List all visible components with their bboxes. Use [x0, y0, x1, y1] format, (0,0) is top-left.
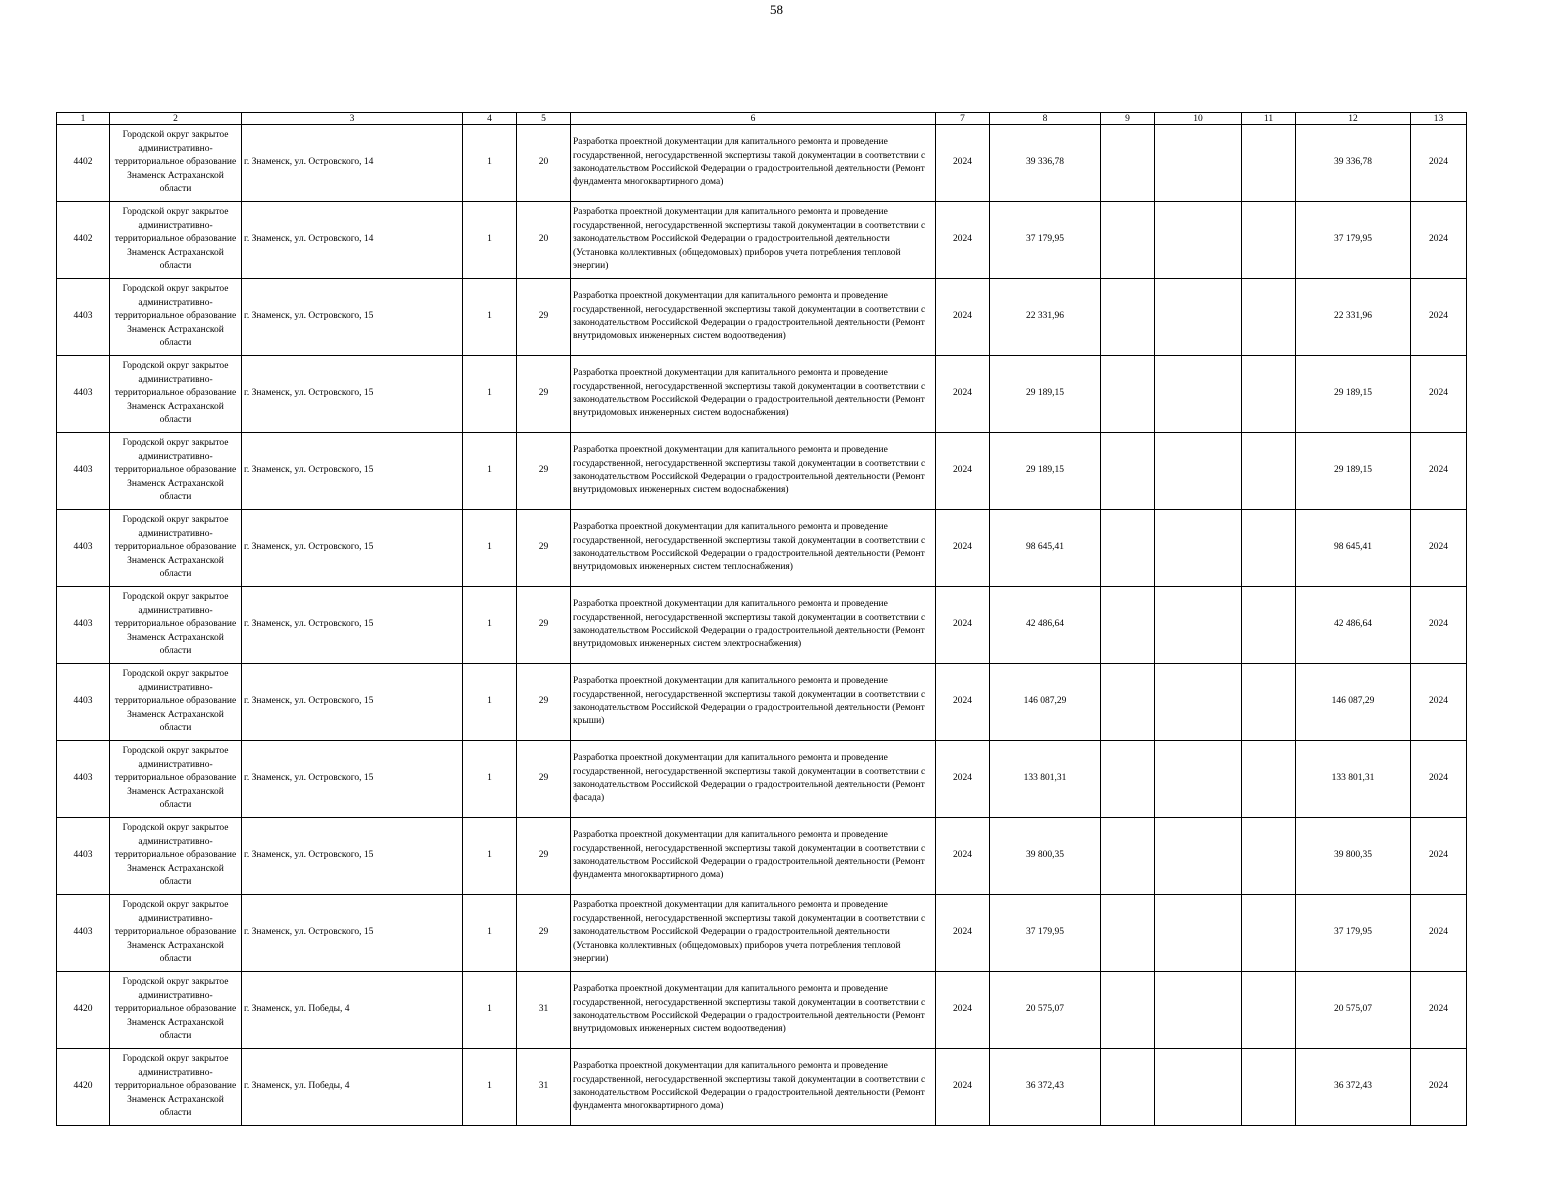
year-cell: 2024	[936, 510, 990, 587]
table-row	[57, 202, 1467, 279]
number-cell: 29	[517, 587, 571, 664]
column-number-header: 10	[1155, 113, 1242, 125]
empty-cell	[1101, 279, 1155, 356]
empty-cell	[1101, 356, 1155, 433]
table-row	[57, 818, 1467, 895]
empty-cell	[1242, 818, 1296, 895]
municipality-cell: Городской округ закрытое административно-территориальное образование Знаменск Астраханской области	[110, 510, 242, 587]
total-cost-cell: 146 087,29	[990, 664, 1101, 741]
year-cell: 2024	[936, 279, 990, 356]
work-description-cell: Разработка проектной документации для капитального ремонта и проведение государственной, негосударственной экспертизы такой документации в соответствии с законодательством Российской Федерации о градостроительной деятельности (Ремонт внутридомовых инженерных систем водоснабжения)	[571, 433, 936, 510]
empty-cell	[1101, 202, 1155, 279]
address-cell: г. Знаменск, ул. Островского, 15	[242, 279, 463, 356]
municipality-cell: Городской округ закрытое административно-территориальное образование Знаменск Астраханской области	[110, 895, 242, 972]
municipality-cell: Городской округ закрытое административно-территориальное образование Знаменск Астраханской области	[110, 972, 242, 1049]
fund-cost-cell: 36 372,43	[1296, 1049, 1411, 1126]
work-description-cell: Разработка проектной документации для капитального ремонта и проведение государственной, негосударственной экспертизы такой документации в соответствии с законодательством Российской Федерации о градостроительной деятельности (Ремонт внутридомовых инженерных систем водоснабжения)	[571, 356, 936, 433]
house-code-cell: 4402	[57, 125, 110, 202]
program-table	[56, 112, 1467, 1126]
municipality-cell: Городской округ закрытое административно-территориальное образование Знаменск Астраханской области	[110, 125, 242, 202]
table-row	[57, 741, 1467, 818]
house-code-cell: 4403	[57, 895, 110, 972]
house-code-cell: 4403	[57, 510, 110, 587]
completion-year-cell: 2024	[1411, 279, 1467, 356]
year-cell: 2024	[936, 433, 990, 510]
column-number-header: 6	[571, 113, 936, 125]
work-description-cell: Разработка проектной документации для капитального ремонта и проведение государственной, негосударственной экспертизы такой документации в соответствии с законодательством Российской Федерации о градостроительной деятельности (Ремонт крыши)	[571, 664, 936, 741]
municipality-cell: Городской округ закрытое административно-территориальное образование Знаменск Астраханской области	[110, 664, 242, 741]
house-code-cell: 4403	[57, 279, 110, 356]
count-cell: 1	[463, 202, 517, 279]
total-cost-cell: 39 336,78	[990, 125, 1101, 202]
number-cell: 29	[517, 510, 571, 587]
column-number-header: 2	[110, 113, 242, 125]
total-cost-cell: 36 372,43	[990, 1049, 1101, 1126]
fund-cost-cell: 29 189,15	[1296, 356, 1411, 433]
count-cell: 1	[463, 510, 517, 587]
work-description-cell: Разработка проектной документации для капитального ремонта и проведение государственной, негосударственной экспертизы такой документации в соответствии с законодательством Российской Федерации о градостроительной деятельности (Ремонт внутридомовых инженерных систем водоотведения)	[571, 972, 936, 1049]
empty-cell	[1155, 818, 1242, 895]
fund-cost-cell: 39 336,78	[1296, 125, 1411, 202]
empty-cell	[1101, 125, 1155, 202]
total-cost-cell: 20 575,07	[990, 972, 1101, 1049]
completion-year-cell: 2024	[1411, 433, 1467, 510]
number-cell: 29	[517, 664, 571, 741]
empty-cell	[1101, 895, 1155, 972]
empty-cell	[1242, 1049, 1296, 1126]
number-cell: 29	[517, 433, 571, 510]
table-row	[57, 433, 1467, 510]
house-code-cell: 4403	[57, 433, 110, 510]
empty-cell	[1155, 664, 1242, 741]
column-number-header-row	[57, 113, 1467, 125]
year-cell: 2024	[936, 895, 990, 972]
fund-cost-cell: 37 179,95	[1296, 895, 1411, 972]
house-code-cell: 4403	[57, 587, 110, 664]
empty-cell	[1155, 279, 1242, 356]
year-cell: 2024	[936, 664, 990, 741]
empty-cell	[1155, 433, 1242, 510]
table-row	[57, 664, 1467, 741]
count-cell: 1	[463, 587, 517, 664]
table-row	[57, 279, 1467, 356]
address-cell: г. Знаменск, ул. Островского, 15	[242, 356, 463, 433]
total-cost-cell: 133 801,31	[990, 741, 1101, 818]
work-description-cell: Разработка проектной документации для капитального ремонта и проведение государственной, негосударственной экспертизы такой документации в соответствии с законодательством Российской Федерации о градостроительной деятельности (Ремонт фасада)	[571, 741, 936, 818]
house-code-cell: 4403	[57, 356, 110, 433]
count-cell: 1	[463, 279, 517, 356]
work-description-cell: Разработка проектной документации для капитального ремонта и проведение государственной, негосударственной экспертизы такой документации в соответствии с законодательством Российской Федерации о градостроительной деятельности (Ремонт внутридомовых инженерных систем электроснабжения)	[571, 587, 936, 664]
number-cell: 20	[517, 125, 571, 202]
work-description-cell: Разработка проектной документации для капитального ремонта и проведение государственной, негосударственной экспертизы такой документации в соответствии с законодательством Российской Федерации о градостроительной деятельности (Ремонт фундамента многоквартирного дома)	[571, 125, 936, 202]
empty-cell	[1101, 587, 1155, 664]
empty-cell	[1155, 587, 1242, 664]
address-cell: г. Знаменск, ул. Островского, 15	[242, 587, 463, 664]
work-description-cell: Разработка проектной документации для капитального ремонта и проведение государственной, негосударственной экспертизы такой документации в соответствии с законодательством Российской Федерации о градостроительной деятельности (Установка коллективных (общедомовых) приборов учета потребления тепловой энергии)	[571, 202, 936, 279]
fund-cost-cell: 98 645,41	[1296, 510, 1411, 587]
table-row	[57, 587, 1467, 664]
empty-cell	[1155, 125, 1242, 202]
fund-cost-cell: 22 331,96	[1296, 279, 1411, 356]
column-number-header: 11	[1242, 113, 1296, 125]
total-cost-cell: 37 179,95	[990, 895, 1101, 972]
work-description-cell: Разработка проектной документации для капитального ремонта и проведение государственной, негосударственной экспертизы такой документации в соответствии с законодательством Российской Федерации о градостроительной деятельности (Ремонт фундамента многоквартирного дома)	[571, 818, 936, 895]
completion-year-cell: 2024	[1411, 202, 1467, 279]
total-cost-cell: 39 800,35	[990, 818, 1101, 895]
empty-cell	[1242, 895, 1296, 972]
table-row	[57, 356, 1467, 433]
count-cell: 1	[463, 125, 517, 202]
page-number: 58	[770, 2, 783, 17]
fund-cost-cell: 39 800,35	[1296, 818, 1411, 895]
completion-year-cell: 2024	[1411, 356, 1467, 433]
address-cell: г. Знаменск, ул. Островского, 14	[242, 125, 463, 202]
year-cell: 2024	[936, 972, 990, 1049]
count-cell: 1	[463, 895, 517, 972]
empty-cell	[1155, 510, 1242, 587]
address-cell: г. Знаменск, ул. Островского, 15	[242, 433, 463, 510]
count-cell: 1	[463, 433, 517, 510]
count-cell: 1	[463, 1049, 517, 1126]
empty-cell	[1155, 1049, 1242, 1126]
work-description-cell: Разработка проектной документации для капитального ремонта и проведение государственной, негосударственной экспертизы такой документации в соответствии с законодательством Российской Федерации о градостроительной деятельности (Ремонт внутридомовых инженерных систем водоотведения)	[571, 279, 936, 356]
fund-cost-cell: 37 179,95	[1296, 202, 1411, 279]
address-cell: г. Знаменск, ул. Островского, 15	[242, 895, 463, 972]
count-cell: 1	[463, 356, 517, 433]
number-cell: 20	[517, 202, 571, 279]
completion-year-cell: 2024	[1411, 818, 1467, 895]
empty-cell	[1155, 202, 1242, 279]
column-number-header: 12	[1296, 113, 1411, 125]
empty-cell	[1242, 741, 1296, 818]
fund-cost-cell: 29 189,15	[1296, 433, 1411, 510]
table-row	[57, 972, 1467, 1049]
year-cell: 2024	[936, 125, 990, 202]
house-code-cell: 4402	[57, 202, 110, 279]
column-number-header: 5	[517, 113, 571, 125]
number-cell: 31	[517, 972, 571, 1049]
house-code-cell: 4403	[57, 741, 110, 818]
empty-cell	[1101, 972, 1155, 1049]
empty-cell	[1242, 664, 1296, 741]
address-cell: г. Знаменск, ул. Островского, 14	[242, 202, 463, 279]
year-cell: 2024	[936, 356, 990, 433]
total-cost-cell: 37 179,95	[990, 202, 1101, 279]
year-cell: 2024	[936, 587, 990, 664]
house-code-cell: 4403	[57, 664, 110, 741]
house-code-cell: 4403	[57, 818, 110, 895]
work-description-cell: Разработка проектной документации для капитального ремонта и проведение государственной, негосударственной экспертизы такой документации в соответствии с законодательством Российской Федерации о градостроительной деятельности (Ремонт фундамента многоквартирного дома)	[571, 1049, 936, 1126]
empty-cell	[1242, 356, 1296, 433]
column-number-header: 9	[1101, 113, 1155, 125]
empty-cell	[1242, 279, 1296, 356]
fund-cost-cell: 20 575,07	[1296, 972, 1411, 1049]
empty-cell	[1242, 125, 1296, 202]
municipality-cell: Городской округ закрытое административно-территориальное образование Знаменск Астраханской области	[110, 202, 242, 279]
address-cell: г. Знаменск, ул. Островского, 15	[242, 818, 463, 895]
completion-year-cell: 2024	[1411, 125, 1467, 202]
number-cell: 29	[517, 279, 571, 356]
empty-cell	[1242, 202, 1296, 279]
empty-cell	[1242, 972, 1296, 1049]
empty-cell	[1101, 510, 1155, 587]
work-description-cell: Разработка проектной документации для капитального ремонта и проведение государственной, негосударственной экспертизы такой документации в соответствии с законодательством Российской Федерации о градостроительной деятельности (Ремонт внутридомовых инженерных систем теплоснабжения)	[571, 510, 936, 587]
municipality-cell: Городской округ закрытое административно-территориальное образование Знаменск Астраханской области	[110, 356, 242, 433]
fund-cost-cell: 146 087,29	[1296, 664, 1411, 741]
house-code-cell: 4420	[57, 972, 110, 1049]
column-number-header: 1	[57, 113, 110, 125]
number-cell: 29	[517, 895, 571, 972]
completion-year-cell: 2024	[1411, 664, 1467, 741]
completion-year-cell: 2024	[1411, 510, 1467, 587]
empty-cell	[1101, 433, 1155, 510]
empty-cell	[1155, 895, 1242, 972]
empty-cell	[1155, 972, 1242, 1049]
total-cost-cell: 98 645,41	[990, 510, 1101, 587]
empty-cell	[1242, 587, 1296, 664]
municipality-cell: Городской округ закрытое административно-территориальное образование Знаменск Астраханской области	[110, 741, 242, 818]
column-number-header: 8	[990, 113, 1101, 125]
column-number-header: 4	[463, 113, 517, 125]
empty-cell	[1242, 433, 1296, 510]
completion-year-cell: 2024	[1411, 972, 1467, 1049]
address-cell: г. Знаменск, ул. Островского, 15	[242, 664, 463, 741]
completion-year-cell: 2024	[1411, 741, 1467, 818]
table-row	[57, 1049, 1467, 1126]
number-cell: 29	[517, 818, 571, 895]
address-cell: г. Знаменск, ул. Островского, 15	[242, 741, 463, 818]
fund-cost-cell: 42 486,64	[1296, 587, 1411, 664]
empty-cell	[1101, 664, 1155, 741]
address-cell: г. Знаменск, ул. Победы, 4	[242, 1049, 463, 1126]
municipality-cell: Городской округ закрытое административно-территориальное образование Знаменск Астраханской области	[110, 279, 242, 356]
work-description-cell: Разработка проектной документации для капитального ремонта и проведение государственной, негосударственной экспертизы такой документации в соответствии с законодательством Российской Федерации о градостроительной деятельности (Установка коллективных (общедомовых) приборов учета потребления тепловой энергии)	[571, 895, 936, 972]
year-cell: 2024	[936, 741, 990, 818]
total-cost-cell: 42 486,64	[990, 587, 1101, 664]
fund-cost-cell: 133 801,31	[1296, 741, 1411, 818]
number-cell: 31	[517, 1049, 571, 1126]
year-cell: 2024	[936, 818, 990, 895]
empty-cell	[1242, 510, 1296, 587]
column-number-header: 13	[1411, 113, 1467, 125]
total-cost-cell: 22 331,96	[990, 279, 1101, 356]
municipality-cell: Городской округ закрытое административно-территориальное образование Знаменск Астраханской области	[110, 587, 242, 664]
total-cost-cell: 29 189,15	[990, 356, 1101, 433]
municipality-cell: Городской округ закрытое административно-территориальное образование Знаменск Астраханской области	[110, 1049, 242, 1126]
table-row	[57, 895, 1467, 972]
municipality-cell: Городской округ закрытое административно-территориальное образование Знаменск Астраханской области	[110, 433, 242, 510]
empty-cell	[1155, 741, 1242, 818]
completion-year-cell: 2024	[1411, 1049, 1467, 1126]
column-number-header: 7	[936, 113, 990, 125]
table-row	[57, 125, 1467, 202]
year-cell: 2024	[936, 202, 990, 279]
count-cell: 1	[463, 972, 517, 1049]
address-cell: г. Знаменск, ул. Победы, 4	[242, 972, 463, 1049]
number-cell: 29	[517, 741, 571, 818]
column-number-header: 3	[242, 113, 463, 125]
municipality-cell: Городской округ закрытое административно-территориальное образование Знаменск Астраханской области	[110, 818, 242, 895]
completion-year-cell: 2024	[1411, 895, 1467, 972]
count-cell: 1	[463, 664, 517, 741]
empty-cell	[1101, 818, 1155, 895]
house-code-cell: 4420	[57, 1049, 110, 1126]
year-cell: 2024	[936, 1049, 990, 1126]
count-cell: 1	[463, 741, 517, 818]
empty-cell	[1155, 356, 1242, 433]
table-row	[57, 510, 1467, 587]
empty-cell	[1101, 1049, 1155, 1126]
table-body	[57, 125, 1467, 1126]
completion-year-cell: 2024	[1411, 587, 1467, 664]
count-cell: 1	[463, 818, 517, 895]
total-cost-cell: 29 189,15	[990, 433, 1101, 510]
address-cell: г. Знаменск, ул. Островского, 15	[242, 510, 463, 587]
number-cell: 29	[517, 356, 571, 433]
empty-cell	[1101, 741, 1155, 818]
